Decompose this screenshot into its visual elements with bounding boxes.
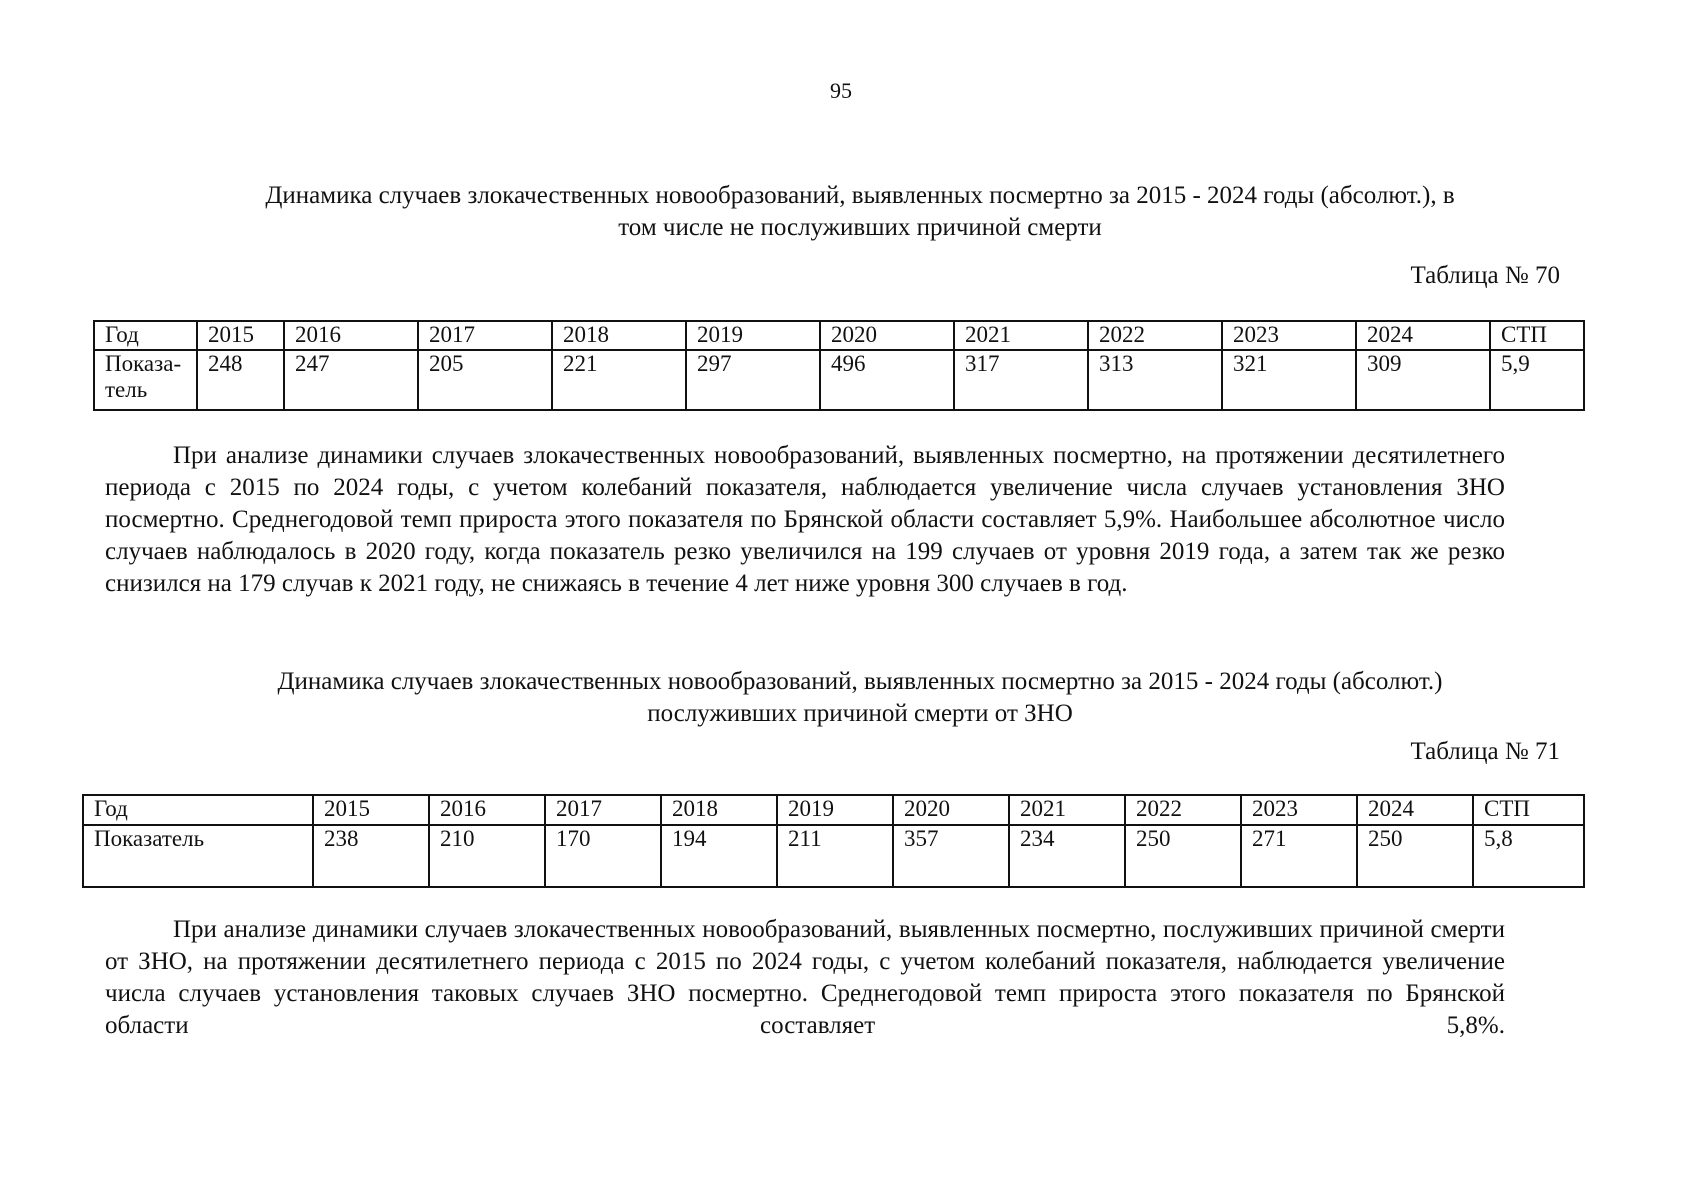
table-70-value-cell: 297: [686, 350, 820, 410]
table-70: [93, 320, 1585, 411]
paragraph-table-71-analysis: [105, 914, 1505, 1042]
table-71-header-cell: 2021: [1009, 795, 1125, 825]
table-71-value-cell: 238: [313, 825, 429, 887]
table-70-value-cell: 5,9: [1490, 350, 1584, 410]
table-71-header-cell: 2017: [545, 795, 661, 825]
table-70-value-cell: 247: [284, 350, 418, 410]
table-70-header-cell: Год: [94, 321, 197, 350]
table-71-title-line-2: послуживших причиной смерти от ЗНО: [647, 700, 1073, 727]
table-71-value-cell: 211: [777, 825, 893, 887]
table-71-header-cell: 2016: [429, 795, 545, 825]
table-70-header-cell: 2022: [1088, 321, 1222, 350]
table-71-title: [170, 666, 1550, 730]
table-70-header-cell: 2017: [418, 321, 552, 350]
table-71-header-row: [83, 795, 1584, 825]
table-71-header-cell: 2024: [1357, 795, 1473, 825]
table-71-label: Таблица № 71: [1410, 738, 1560, 765]
table-70-title-line-2: том числе не послуживших причиной смерти: [618, 214, 1102, 241]
table-70-header-cell: 2018: [552, 321, 686, 350]
table-71-value-row: [83, 825, 1584, 887]
table-70-header-row: [94, 321, 1584, 350]
table-70-header-cell: 2023: [1222, 321, 1356, 350]
table-71-value-cell: 5,8: [1473, 825, 1584, 887]
table-71-header-cell: 2015: [313, 795, 429, 825]
table-70-header-cell: 2024: [1356, 321, 1490, 350]
table-70-header-cell: 2020: [820, 321, 954, 350]
table-70-value-cell: 309: [1356, 350, 1490, 410]
table-71-header-cell: 2020: [893, 795, 1009, 825]
table-70-value-cell: 248: [197, 350, 284, 410]
table-71-value-cell: 234: [1009, 825, 1125, 887]
table-70-value-cell: 317: [954, 350, 1088, 410]
table-71-header-cell: 2023: [1241, 795, 1357, 825]
table-71-value-cell: 271: [1241, 825, 1357, 887]
table-71-header-cell: 2018: [661, 795, 777, 825]
table-71-row-label: Показатель: [83, 825, 313, 887]
table-70-value-cell: 313: [1088, 350, 1222, 410]
table-71-value-cell: 357: [893, 825, 1009, 887]
table-70-header-cell: 2015: [197, 321, 284, 350]
table-70-header-cell: СТП: [1490, 321, 1584, 350]
table-70-header-cell: 2016: [284, 321, 418, 350]
table-71: [82, 794, 1585, 888]
table-70-row-label: Показа-тель: [94, 350, 197, 410]
table-71-value-cell: 250: [1125, 825, 1241, 887]
table-70-label: Таблица № 70: [1410, 262, 1560, 289]
table-71-value-cell: 210: [429, 825, 545, 887]
paragraph-table-71-text: При анализе динамики случаев злокачественных новообразований, выявленных посмертно, послуживших причиной смерти от ЗНО, на протяжении десятилетнего периода с 2015 по 2024 годы, с учетом колебаний показателя, наблюдается увеличение числа случаев установления таковых случаев ЗНО посмертно. Среднегодовой темп прироста этого показателя по Брянской области составляет 5,8%.: [105, 916, 1505, 1039]
table-70-value-cell: 321: [1222, 350, 1356, 410]
table-70-header-cell: 2021: [954, 321, 1088, 350]
page-number: 95: [830, 78, 852, 103]
table-71-value-cell: 194: [661, 825, 777, 887]
table-70-value-row: [94, 350, 1584, 410]
table-71-value-cell: 250: [1357, 825, 1473, 887]
table-70-title-line-1: Динамика случаев злокачественных новообразований, выявленных посмертно за 2015 - 2024 годы (абсолют.), в: [265, 182, 1455, 209]
table-71-header-cell: 2022: [1125, 795, 1241, 825]
table-70-header-cell: 2019: [686, 321, 820, 350]
table-70-value-cell: 496: [820, 350, 954, 410]
table-71-value-cell: 170: [545, 825, 661, 887]
table-70-value-cell: 221: [552, 350, 686, 410]
paragraph-table-70-text: При анализе динамики случаев злокачественных новообразований, выявленных посмертно, на протяжении десятилетнего периода с 2015 по 2024 годы, с учетом колебаний показателя, наблюдается увеличение числа случаев установления ЗНО посмертно. Среднегодовой темп прироста этого показателя по Брянской области составляет 5,9%. Наибольшее абсолютное число случаев наблюдалось в 2020 году, когда показатель резко увеличился на 199 случаев от уровня 2019 года, а затем так же резко снизился на 179 случав к 2021 году, не снижаясь в течение 4 лет ниже уровня 300 случаев в год.: [105, 442, 1505, 597]
table-71-header-cell: 2019: [777, 795, 893, 825]
table-70-value-cell: 205: [418, 350, 552, 410]
table-71-title-line-1: Динамика случаев злокачественных новообразований, выявленных посмертно за 2015 - 2024 годы (абсолют.): [277, 668, 1443, 695]
table-70-title: [170, 180, 1550, 244]
paragraph-table-70-analysis: [105, 440, 1505, 600]
table-71-header-cell: СТП: [1473, 795, 1584, 825]
table-71-header-cell: Год: [83, 795, 313, 825]
